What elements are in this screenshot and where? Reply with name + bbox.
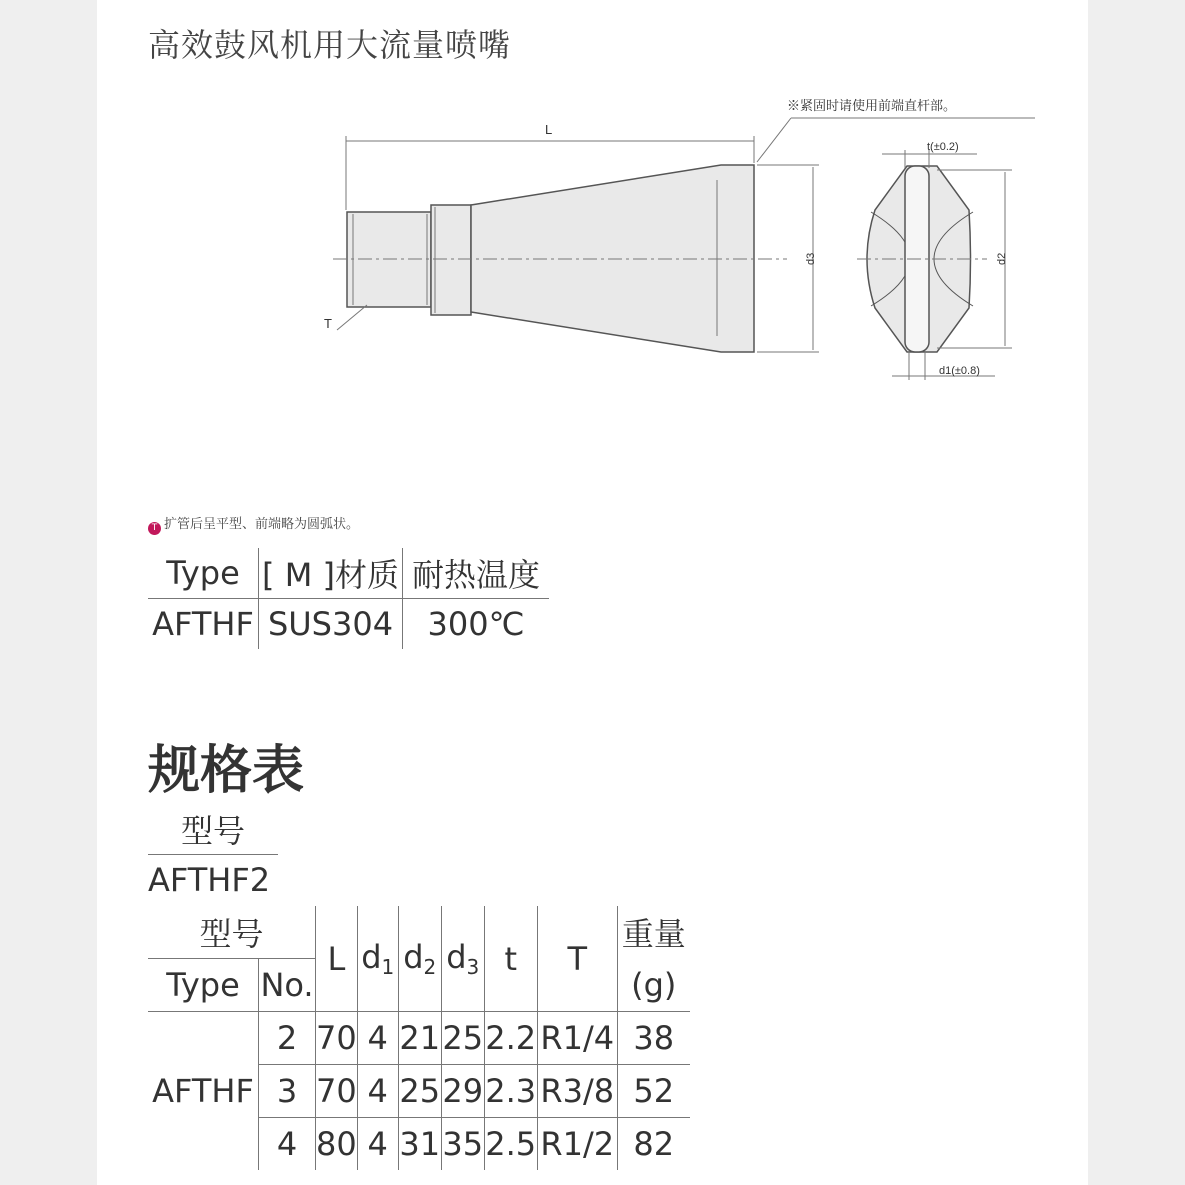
spec-L: 70	[316, 1012, 358, 1065]
spec-t: 2.2	[484, 1012, 537, 1065]
spec-d2: 25	[398, 1065, 441, 1118]
spec-header-T: T	[537, 906, 617, 1012]
spec-table	[148, 906, 690, 1170]
spec-weight: 38	[617, 1012, 690, 1065]
dim-T-label: T	[324, 316, 332, 331]
spec-header-type: Type	[148, 959, 259, 1012]
material-header-type: Type	[148, 548, 259, 599]
model-header: 型号	[148, 804, 278, 855]
collar-section	[431, 205, 471, 315]
drawing-note: ※紧固时请使用前端直杆部。	[787, 98, 957, 113]
material-type: AFTHF	[148, 599, 259, 650]
spec-no: 3	[259, 1065, 316, 1118]
page-title: 高效鼓风机用大流量喷嘴	[148, 26, 512, 64]
dim-d2-label: d2	[996, 252, 1008, 265]
spec-header-weight: 重量	[621, 915, 686, 954]
spec-header-t: t	[484, 906, 537, 1012]
model-value: AFTHF2	[148, 861, 271, 899]
heat-value: 300℃	[427, 605, 525, 643]
model-table	[148, 804, 278, 905]
spec-header-model: 型号	[148, 906, 316, 959]
spec-header-weight-unit: (g)	[617, 959, 690, 1012]
dim-t-label: t(±0.2)	[927, 141, 959, 153]
spec-header-d2: $d_2$	[398, 906, 441, 1012]
spec-d1: 4	[357, 1065, 398, 1118]
spec-d1: 4	[357, 1118, 398, 1171]
spec-header-d1: $d_1$	[357, 906, 398, 1012]
spec-header-L: L	[316, 906, 358, 1012]
spec-weight: 52	[617, 1065, 690, 1118]
spec-L: 80	[316, 1118, 358, 1171]
spec-L: 70	[316, 1065, 358, 1118]
note-mark-icon: T	[148, 522, 161, 535]
spec-T: R3/8	[537, 1065, 617, 1118]
spec-d3: 35	[441, 1118, 484, 1171]
spec-T: R1/2	[537, 1118, 617, 1171]
spec-T: R1/4	[537, 1012, 617, 1065]
spec-d1: 4	[357, 1012, 398, 1065]
spec-d2: 31	[398, 1118, 441, 1171]
expansion-note	[148, 513, 359, 535]
dim-d1-label: d1(±0.8)	[939, 365, 980, 377]
material-table	[148, 548, 549, 649]
expansion-note-text: 扩管后呈平型、前端略为圆弧状。	[164, 517, 360, 532]
spec-weight: 82	[633, 1125, 675, 1163]
material-header-material: [ M ]材质	[259, 548, 403, 599]
nozzle-drawing	[97, 0, 1088, 420]
material-value: SUS304	[259, 599, 403, 650]
spec-d3: 29	[441, 1065, 484, 1118]
spec-header-d3: $d_3$	[441, 906, 484, 1012]
spec-no: 2	[259, 1012, 316, 1065]
material-header-heat: 耐热温度	[403, 548, 550, 599]
spec-header-no: No.	[259, 959, 316, 1012]
dim-L-label: L	[545, 122, 553, 137]
spec-title: 规格表	[148, 741, 305, 801]
spec-t: 2.3	[484, 1065, 537, 1118]
spec-d3: 25	[441, 1012, 484, 1065]
page	[97, 0, 1088, 1185]
spec-d2: 21	[398, 1012, 441, 1065]
spec-no: 4	[259, 1118, 316, 1171]
spec-type-cell: AFTHF	[148, 1012, 259, 1171]
dim-d3-label: d3	[805, 252, 817, 265]
spec-t: 2.5	[484, 1118, 537, 1171]
